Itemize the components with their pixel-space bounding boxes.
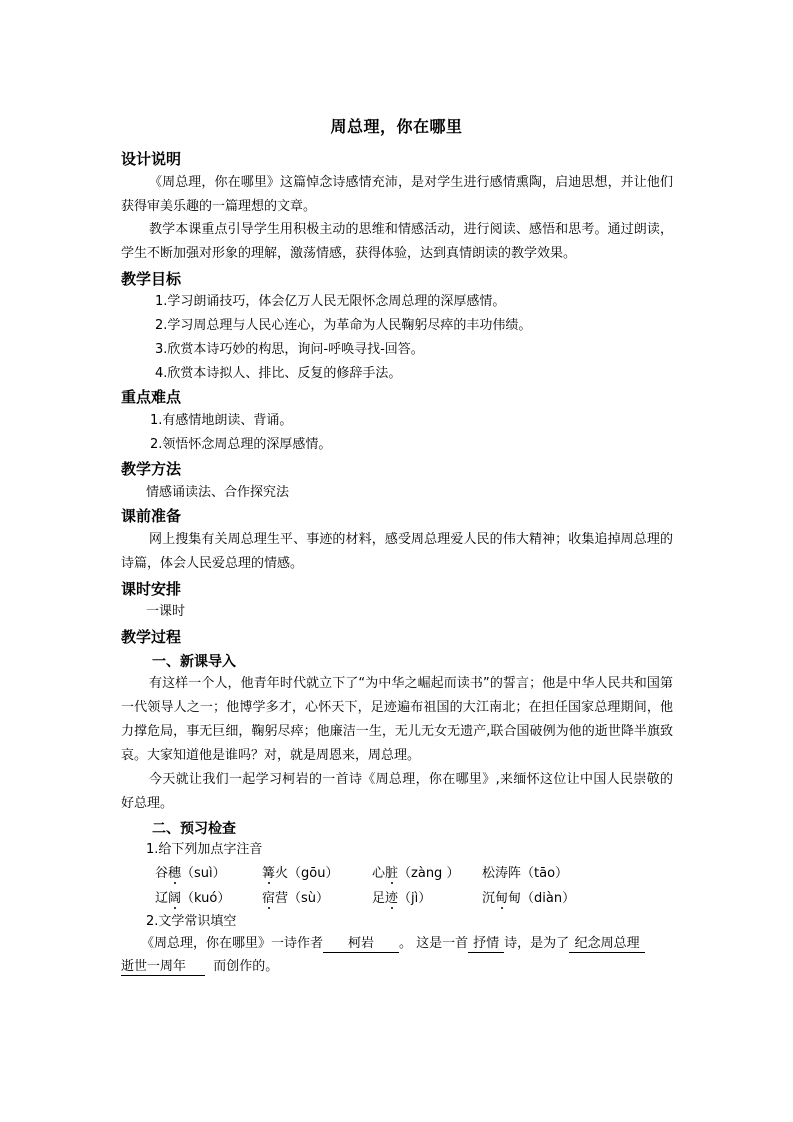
keypoint-item-1: 1.有感情地朗读、背诵。	[150, 413, 293, 428]
schedule-text: 一课时	[146, 604, 186, 619]
pinyin-item: 谷穗（suì）	[155, 866, 226, 881]
heading-process: 教学过程	[121, 628, 182, 646]
pinyin-item: 沉甸甸（diàn）	[482, 891, 576, 906]
prep-paragraph: 网上搜集有关周总理生平、事迹的材料，感受周总理爱人民的伟大精神；收集追掉周总理的诗篇，体会人民爱总理的情感。	[121, 532, 673, 571]
page-title: 周总理，你在哪里	[330, 117, 463, 136]
fill-answer-author: 柯岩	[323, 936, 399, 953]
heading-goals: 教学目标	[121, 270, 182, 288]
heading-keypoints: 重点难点	[121, 388, 182, 406]
pinyin-item: 心脏（zàng ）	[372, 866, 460, 881]
goal-item-1: 1.学习朗诵技巧，体会亿万人民无限怀念周总理的深厚感情。	[155, 294, 506, 309]
goal-item-3: 3.欣赏本诗巧妙的构思，询问-呼唤寻找-回答。	[155, 342, 424, 357]
subheading-intro: 一、新课导入	[152, 654, 236, 670]
pinyin-item: 足迹（jì）	[372, 891, 432, 906]
question-1: 1.给下列加点字注音	[146, 842, 263, 857]
intro-paragraph-2: 今天就让我们一起学习柯岩的一首诗《周总理，你在哪里》,来缅怀这位让中国人民崇敬的好总理。	[121, 772, 673, 811]
intro-paragraph-1: 有这样一个人，他青年时代就立下了“为中华之崛起而读书”的誓言；他是中华人民共和国第一代领导人之一；他博学多才，心怀天下，足迹遍布祖国的大江南北；在担任国家总理期间，他力撑危局，事无巨细，鞠躬尽瘁；他廉洁一生，无儿无女无遗产,联合国破例为他的逝世降半旗致哀。大家知道他是谁吗？对，就是周恩来，周总理。	[121, 676, 673, 763]
fill-answer-genre: 抒情	[468, 936, 504, 953]
goal-item-4: 4.欣赏本诗拟人、排比、反复的修辞手法。	[155, 366, 402, 381]
heading-schedule: 课时安排	[121, 580, 182, 598]
fill-answer-purpose: 纪念周总理	[569, 936, 645, 953]
design-paragraph-1: 《周总理，你在哪里》这篇悼念诗感情充沛，是对学生进行感情熏陶，启迪思想，并让他们获得审美乐趣的一篇理想的文章。	[121, 175, 673, 214]
question-2: 2.文学常识填空	[146, 914, 237, 929]
subheading-preview: 二、预习检查	[152, 821, 236, 837]
heading-prep: 课前准备	[121, 507, 182, 525]
heading-methods: 教学方法	[121, 460, 182, 478]
fill-line-2: 逝世一周年 而创作的。	[121, 959, 279, 974]
keypoint-item-2: 2.领悟怀念周总理的深厚感情。	[150, 437, 332, 452]
goal-item-2: 2.学习周总理与人民心连心，为革命为人民鞠躬尽瘁的丰功伟绩。	[155, 318, 532, 333]
pinyin-item: 宿营（sù）	[262, 891, 330, 906]
fill-answer-anniversary: 逝世一周年	[121, 959, 205, 976]
methods-text: 情感诵读法、合作探究法	[146, 485, 290, 500]
pinyin-item: 篝火（gōu）	[262, 866, 339, 881]
design-paragraph-2: 教学本课重点引导学生用积极主动的思维和情感活动，进行阅读、感悟和思考。通过朗读，学生不断加强对形象的理解，激荡情感，获得体验，达到真情朗读的教学效果。	[121, 222, 673, 261]
heading-design: 设计说明	[121, 150, 182, 168]
fill-line-1: 《周总理，你在哪里》一诗作者 柯岩 。 这是一首 抒情 诗，是为了 纪念周总理	[141, 932, 645, 956]
pinyin-item: 松涛阵（tāo）	[482, 866, 569, 881]
pinyin-item: 辽阔（kuó）	[155, 891, 231, 906]
